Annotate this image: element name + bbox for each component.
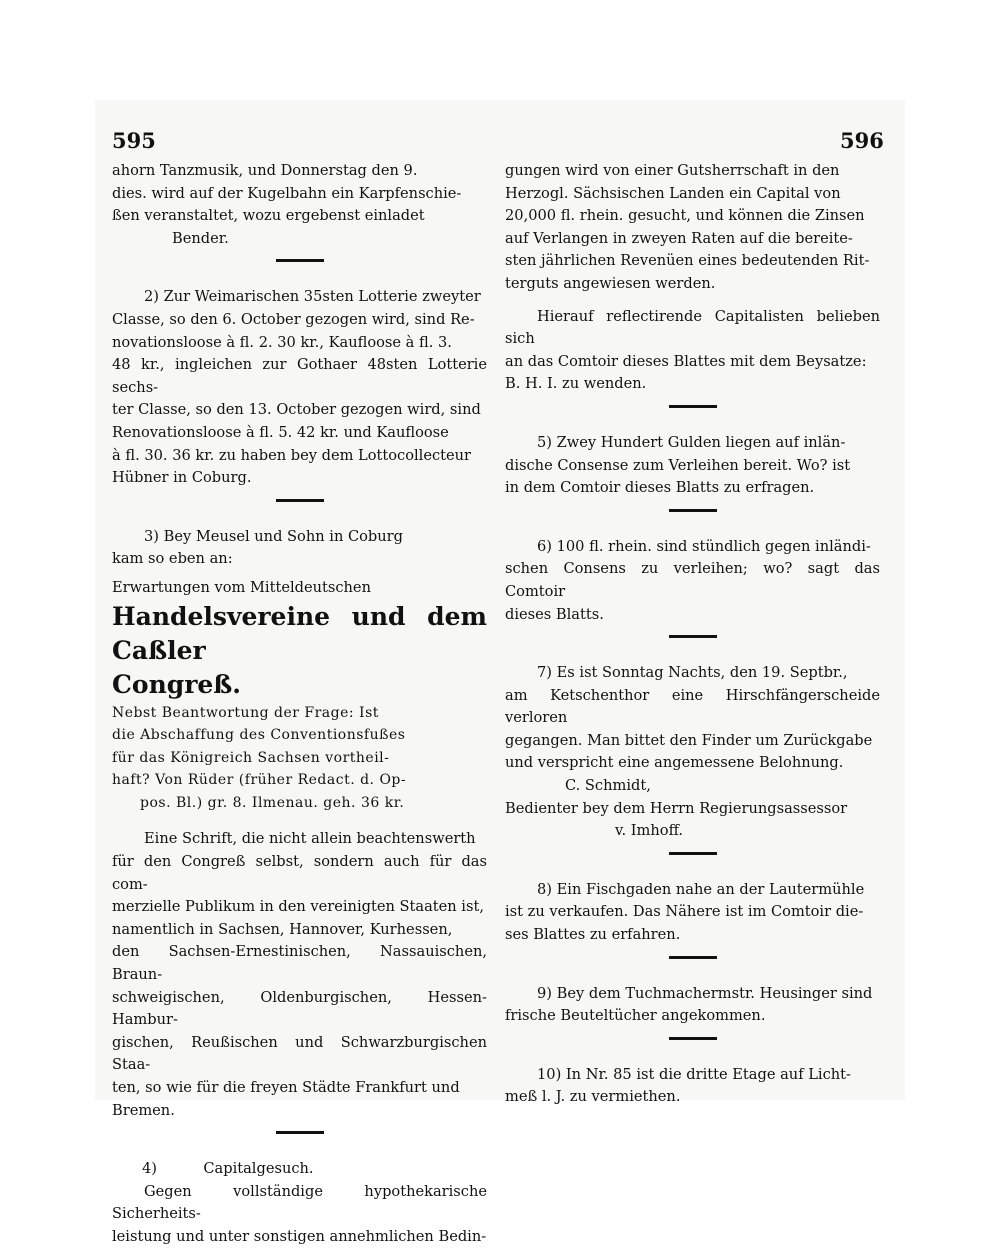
ad4-line: leistung und unter sonstigen annehmlichen Bedin- bbox=[112, 1227, 487, 1245]
ad4-heading: 4) Capitalgesuch. bbox=[142, 1160, 314, 1178]
ad5-line: in dem Comtoir dieses Blatts zu erfragen. bbox=[505, 479, 815, 497]
ad3-text-line: Eine Schrift, die nicht allein beachtenswerth bbox=[144, 830, 476, 848]
ad2-line: Hübner in Coburg. bbox=[112, 469, 252, 487]
ad7-line: und verspricht eine angemessene Belohnung. bbox=[505, 754, 844, 772]
ad10-line: 10) In Nr. 85 ist die dritte Etage auf Licht- bbox=[537, 1065, 851, 1083]
ad3-text-line: namentlich in Sachsen, Hannover, Kurhessen, bbox=[112, 920, 453, 938]
ad3-subtitle: für das Königreich Sachsen vortheil- bbox=[112, 749, 390, 766]
ad3-text-line: merzielle Publikum in den vereinigten Staaten ist, bbox=[112, 898, 484, 916]
ad3-subtitle: haft? Von Rüder (früher Redact. d. Op- bbox=[112, 772, 407, 789]
ad7-signature: v. Imhoff. bbox=[615, 822, 684, 840]
ad3-text-line: gischen, Reußischen und Schwarzburgischen Staa- bbox=[112, 1033, 487, 1074]
ad9-line: frische Beuteltücher angekommen. bbox=[505, 1007, 766, 1025]
ad7-signature: C. Schmidt, bbox=[565, 777, 651, 795]
ad2-line: Classe, so den 6. October gezogen wird, sind Re- bbox=[112, 310, 475, 328]
ad4-line: gungen wird von einer Gutsherrschaft in den bbox=[505, 162, 840, 179]
ad4-line: auf Verlangen in zweyen Raten auf die bereite- bbox=[505, 229, 853, 247]
ad4-line: Herzogl. Sächsischen Landen ein Capital von bbox=[505, 184, 841, 202]
ad-cont-line: dies. wird auf der Kugelbahn ein Karpfenschie- bbox=[112, 184, 462, 202]
ad6-line: 6) 100 fl. rhein. sind stündlich gegen inländi- bbox=[537, 537, 871, 555]
ad6-line: dieses Blatts. bbox=[505, 605, 604, 623]
ad4-line: B. H. I. zu wenden. bbox=[505, 375, 647, 393]
page-number-left: 595 bbox=[112, 128, 156, 153]
right-column bbox=[505, 160, 880, 1109]
ad2-line: Renovationsloose à fl. 5. 42 kr. und Kaufloose bbox=[112, 423, 449, 441]
ad8-line: ses Blattes zu erfahren. bbox=[505, 926, 681, 944]
ad8-line: ist zu verkaufen. Das Nähere ist im Comtoir die- bbox=[505, 903, 864, 921]
left-column bbox=[112, 160, 487, 1249]
ad3-text-line: schweigischen, Oldenburgischen, Hessen-Hambur- bbox=[112, 988, 487, 1029]
ad4-line: terguts angewiesen werden. bbox=[505, 274, 716, 292]
ad7-line: am Ketschenthor eine Hirschfängerscheide verloren bbox=[505, 686, 880, 727]
ad4-line: Gegen vollständige hypothekarische Sicherheits- bbox=[112, 1182, 487, 1223]
ad2-line: 48 kr., ingleichen zur Gothaer 48sten Lotterie sechs- bbox=[112, 356, 487, 396]
ad6-line: schen Consens zu verleihen; wo? sagt das Comtoir bbox=[505, 560, 880, 600]
ad7-signature: Bedienter bey dem Herrn Regierungsassessor bbox=[505, 799, 848, 817]
ad9-line: 9) Bey dem Tuchmachermstr. Heusinger sind bbox=[537, 984, 873, 1002]
ad8-line: 8) Ein Fischgaden nahe an der Lautermühle bbox=[537, 880, 865, 898]
ad3-text-line: den Sachsen-Ernestinischen, Nassauischen, Braun- bbox=[112, 943, 487, 984]
ad3-heading: Erwartungen vom Mitteldeutschen bbox=[112, 578, 371, 596]
ad4-line: an das Comtoir dieses Blattes mit dem Beysatze: bbox=[505, 352, 867, 370]
ad3-line: kam so eben an: bbox=[112, 550, 233, 568]
ad2-line: à fl. 30. 36 kr. zu haben bey dem Lottocollecteur bbox=[112, 446, 472, 464]
ad10-line: meß l. J. zu vermiethen. bbox=[505, 1088, 681, 1106]
ad3-subtitle: Nebst Beantwortung der Frage: Ist bbox=[112, 704, 379, 721]
ad7-line: 7) Es ist Sonntag Nachts, den 19. Septbr., bbox=[537, 664, 848, 682]
ad3-text-line: ten, so wie für die freyen Städte Frankfurt und bbox=[112, 1079, 460, 1096]
ad-cont-line: ßen veranstaltet, wozu ergebenst einladet bbox=[112, 207, 425, 225]
ad4-line: sten jährlichen Revenüen eines bedeutenden Rit- bbox=[505, 252, 870, 270]
ad2-line: 2) Zur Weimarischen 35sten Lotterie zweyter bbox=[144, 288, 481, 306]
ad3-text-line: Bremen. bbox=[112, 1101, 175, 1119]
ad5-line: 5) Zwey Hundert Gulden liegen auf inlän- bbox=[537, 433, 846, 451]
ad3-title: Congreß. bbox=[112, 669, 242, 699]
ad4-line: 20,000 fl. rhein. gesucht, und können die Zinsen bbox=[505, 207, 865, 225]
ad5-line: dische Consense zum Verleihen bereit. Wo? ist bbox=[505, 456, 851, 474]
ad-cont-line: ahorn Tanzmusik, und Donnerstag den 9. bbox=[112, 162, 418, 179]
ad3-subtitle: die Abschaffung des Conventionsfußes bbox=[112, 727, 406, 744]
ad3-text-line: für den Congreß selbst, sondern auch für das com- bbox=[112, 853, 487, 893]
ad3-line: 3) Bey Meusel und Sohn in Coburg bbox=[144, 527, 403, 545]
ad7-line: gegangen. Man bittet den Finder um Zurückgabe bbox=[505, 731, 873, 749]
ad3-title: Handelsvereine und dem Caßler bbox=[112, 601, 487, 665]
ad4-line: Hierauf reflectirende Capitalisten belieben sich bbox=[505, 307, 880, 348]
ad2-line: ter Classe, so den 13. October gezogen wird, sind bbox=[112, 401, 481, 419]
ad2-line: novationsloose à fl. 2. 30 kr., Kaufloose à fl. 3. bbox=[112, 333, 452, 351]
ad-cont-signature: Bender. bbox=[172, 229, 229, 247]
ad3-subtitle: pos. Bl.) gr. 8. Ilmenau. geh. 36 kr. bbox=[140, 794, 405, 811]
page-number-right: 596 bbox=[840, 128, 884, 153]
